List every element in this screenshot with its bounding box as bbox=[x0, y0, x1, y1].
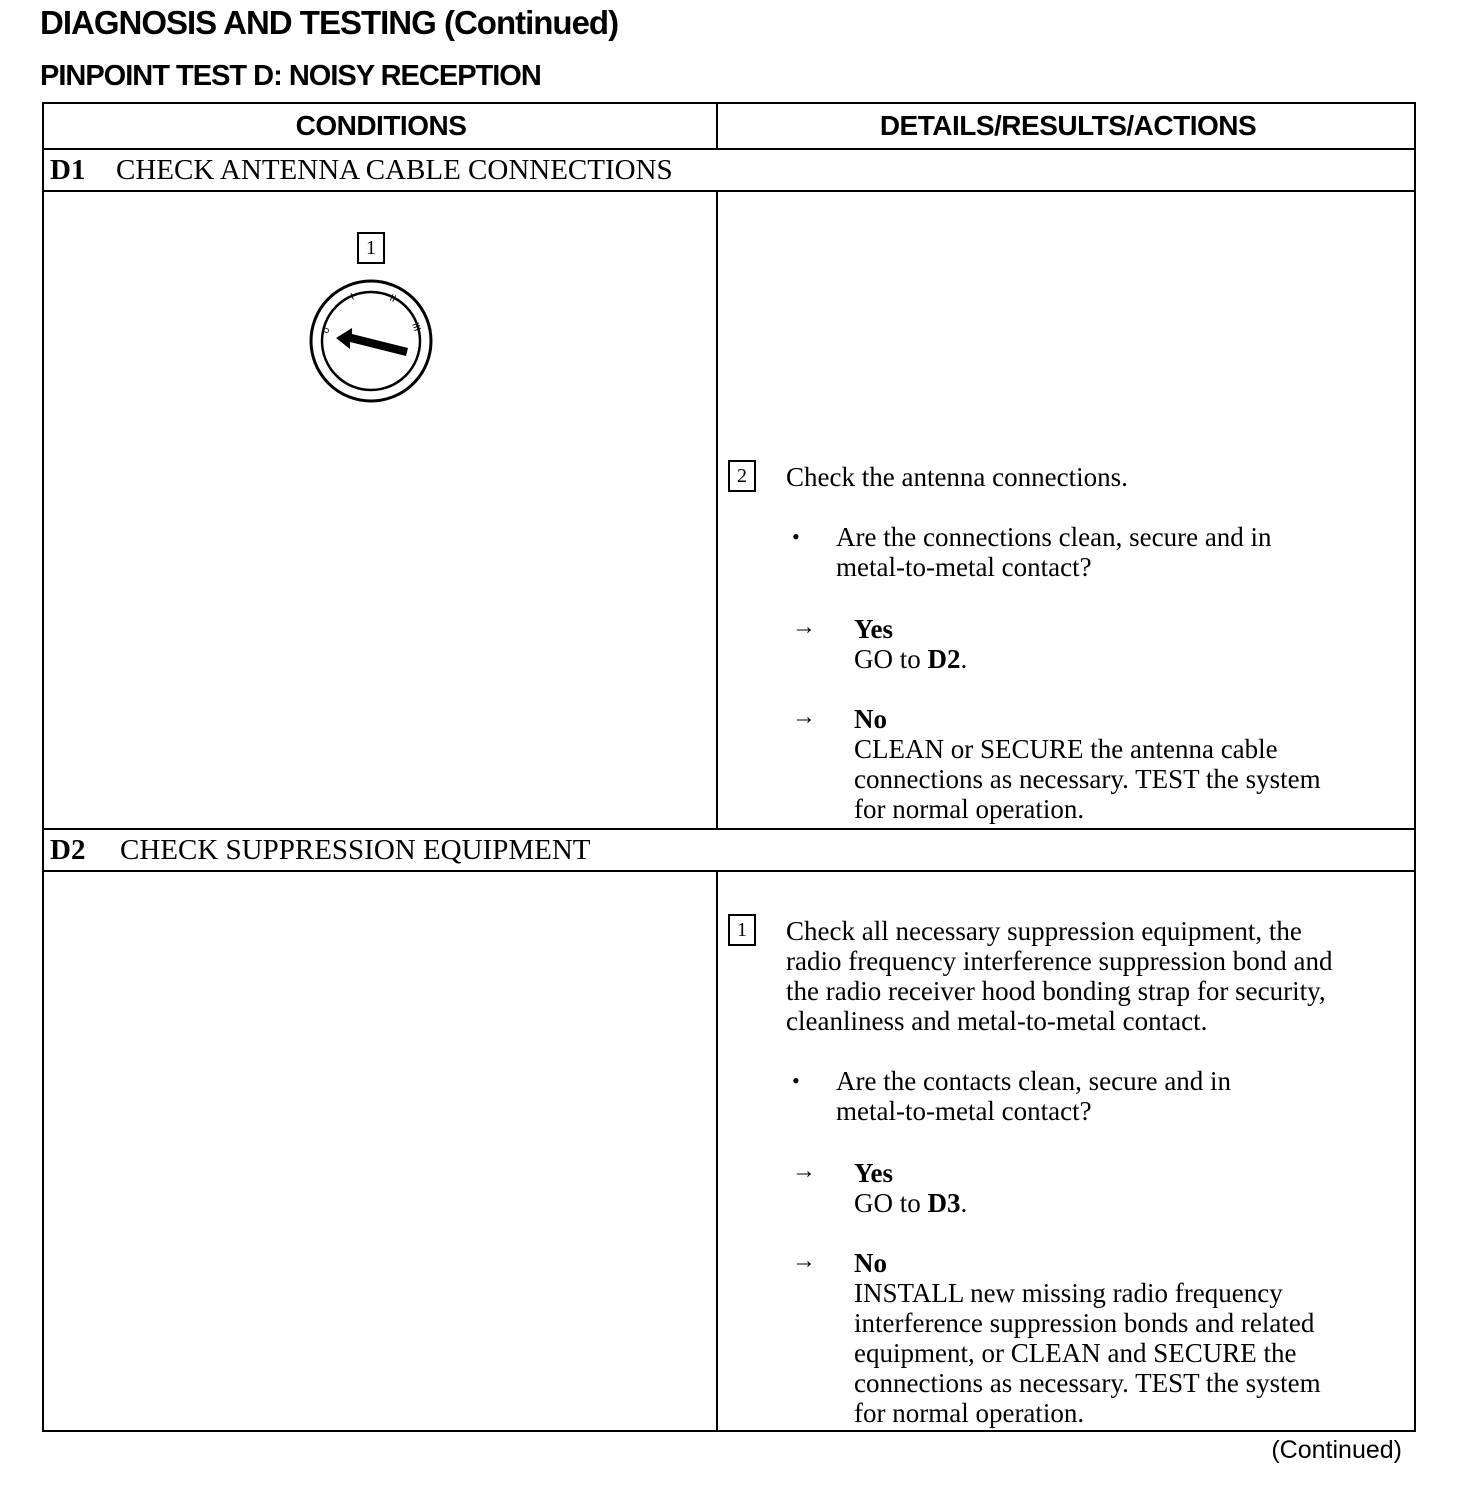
ignition-label-2: II bbox=[387, 292, 398, 306]
arrow-right-icon: → bbox=[792, 1248, 816, 1274]
yes-label: Yes bbox=[854, 614, 893, 644]
row-divider bbox=[44, 870, 1414, 872]
step-title: CHECK ANTENNA CABLE CONNECTIONS bbox=[116, 154, 673, 186]
pinpoint-test-title: PINPOINT TEST D: NOISY RECEPTION bbox=[40, 60, 541, 92]
row-divider bbox=[44, 190, 1414, 192]
ignition-label-0: 0 bbox=[320, 326, 333, 336]
no-action-line: connections as necessary. TEST the system bbox=[854, 1368, 1321, 1398]
ignition-label-3: III bbox=[409, 321, 423, 333]
step-code: D2 bbox=[50, 834, 86, 866]
yes-action-target: D2 bbox=[927, 644, 961, 674]
arrow-right-icon: → bbox=[792, 704, 816, 730]
yes-action-target: D3 bbox=[927, 1188, 961, 1218]
column-divider bbox=[716, 190, 718, 828]
yes-action bbox=[854, 1188, 967, 1218]
question-line: metal-to-metal contact? bbox=[836, 552, 1092, 582]
column-divider bbox=[716, 104, 718, 148]
no-action-line: CLEAN or SECURE the antenna cable bbox=[854, 734, 1278, 764]
yes-action-suffix: . bbox=[960, 1188, 968, 1218]
column-header-details: DETAILS/RESULTS/ACTIONS bbox=[879, 110, 1257, 141]
row-divider bbox=[44, 828, 1414, 830]
ignition-label-1: I bbox=[349, 291, 356, 303]
step-code: D1 bbox=[50, 154, 86, 186]
instruction-line: cleanliness and metal-to-metal contact. bbox=[786, 1006, 1208, 1036]
step-number-box: 1 bbox=[728, 914, 756, 946]
arrow-right-icon: → bbox=[792, 1158, 816, 1184]
no-action-line: for normal operation. bbox=[854, 1398, 1085, 1428]
instruction-line: radio frequency interference suppression bond and bbox=[786, 946, 1333, 976]
continued-note: (Continued) bbox=[1271, 1436, 1402, 1464]
yes-action bbox=[854, 644, 967, 674]
yes-action-text: GO to bbox=[854, 1188, 928, 1218]
instruction-text: Check the antenna connections. bbox=[786, 462, 1128, 492]
ignition-switch-icon bbox=[306, 276, 436, 406]
step-title: CHECK SUPPRESSION EQUIPMENT bbox=[120, 834, 591, 866]
yes-label: Yes bbox=[854, 1158, 893, 1188]
column-header-conditions: CONDITIONS bbox=[295, 110, 467, 141]
figure-step-number: 1 bbox=[357, 232, 385, 264]
pinpoint-test-table bbox=[42, 102, 1416, 1432]
step-d2-heading bbox=[50, 834, 591, 867]
yes-action-suffix: . bbox=[960, 644, 968, 674]
question-line: metal-to-metal contact? bbox=[836, 1096, 1092, 1126]
no-action-line: connections as necessary. TEST the system bbox=[854, 764, 1321, 794]
no-label: No bbox=[854, 704, 887, 734]
no-action-line: equipment, or CLEAN and SECURE the bbox=[854, 1338, 1297, 1368]
yes-action-text: GO to bbox=[854, 644, 928, 674]
question-line: Are the contacts clean, secure and in bbox=[836, 1066, 1232, 1096]
row-divider bbox=[44, 148, 1414, 150]
no-action-line: INSTALL new missing radio frequency bbox=[854, 1278, 1283, 1308]
page-title: DIAGNOSIS AND TESTING (Continued) bbox=[40, 4, 619, 41]
no-label: No bbox=[854, 1248, 887, 1278]
no-action-line: interference suppression bonds and related bbox=[854, 1308, 1315, 1338]
column-divider bbox=[716, 870, 718, 1430]
bullet-icon: • bbox=[792, 1068, 800, 1093]
bullet-icon: • bbox=[792, 524, 800, 549]
question-line: Are the connections clean, secure and in bbox=[836, 522, 1272, 552]
instruction-line: the radio receiver hood bonding strap for security, bbox=[786, 976, 1326, 1006]
no-action-line: for normal operation. bbox=[854, 794, 1085, 824]
step-d1-heading bbox=[50, 154, 673, 187]
arrow-right-icon: → bbox=[792, 614, 816, 640]
instruction-line: Check all necessary suppression equipment, the bbox=[786, 916, 1302, 946]
step-number-box: 2 bbox=[728, 460, 756, 492]
